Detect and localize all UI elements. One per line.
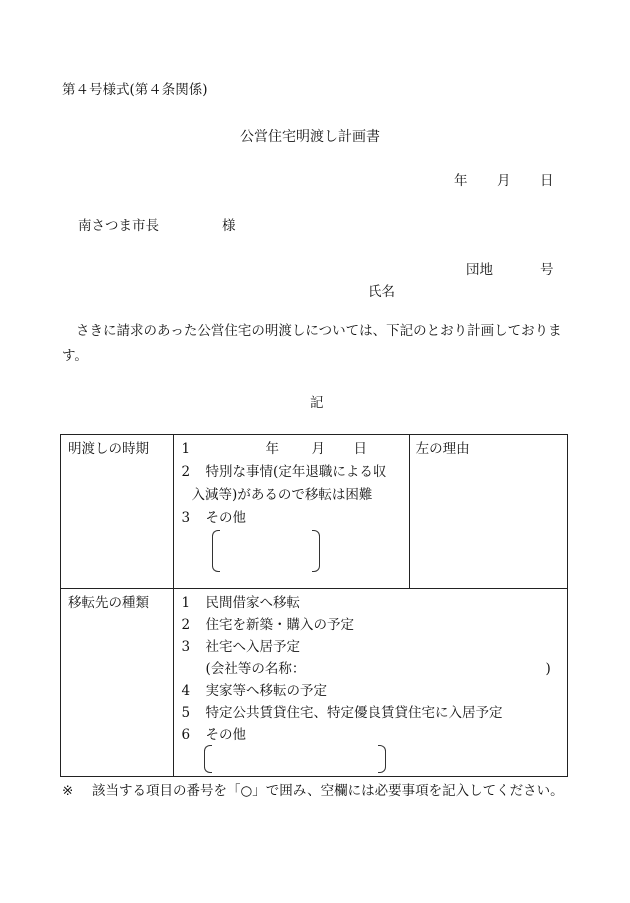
timing-options-cell: [173, 435, 409, 589]
note-text: 該当する項目の番号を「○」で囲み、空欄には必要事項を記入してください。: [92, 783, 564, 799]
destination-item-6-text: その他: [205, 727, 247, 743]
timing-opt1-num: 1: [181, 441, 191, 457]
addressee-name: 南さつま市長: [78, 218, 159, 234]
destination-item-1-text: 民間借家へ移転: [205, 595, 301, 611]
form-number: 第４号様式(第４条関係): [62, 82, 208, 98]
timing-opt3-text: その他: [205, 510, 247, 526]
timing-opt1-month: 月: [311, 441, 326, 457]
destination-item-3-text: 社宅へ入居予定: [205, 639, 301, 655]
addressee-honorific: 様: [222, 218, 236, 234]
company-name-close-paren: ): [545, 661, 551, 677]
ki-label: 記: [310, 395, 324, 411]
applicant-danchi-label: 団地: [466, 262, 493, 278]
destination-header-cell: [61, 589, 174, 777]
timing-other-bracket[interactable]: [212, 530, 320, 572]
note-mark: ※: [62, 783, 74, 799]
bracket-left: [204, 745, 212, 773]
destination-item-2-num: 2: [181, 617, 191, 633]
timing-header: 明渡しの時期: [68, 441, 149, 457]
destination-item-5-num: 5: [181, 705, 191, 721]
timing-opt2-line2: 入減等)があるので移転は困難: [191, 487, 373, 503]
timing-opt2-num: 2: [181, 464, 191, 480]
timing-opt1-year: 年: [265, 441, 280, 457]
destination-item-4-num: 4: [181, 683, 191, 699]
destination-item-1-num: 1: [181, 595, 191, 611]
reason-label: 左の理由: [415, 441, 470, 457]
table-row-timing: [61, 435, 568, 589]
document-title: 公営住宅明渡し計画書: [240, 129, 380, 145]
timing-opt2-line1: 特別な事情(定年退職による収: [205, 464, 387, 480]
date-day-label: 日: [540, 173, 554, 189]
table-row-destination: [61, 589, 568, 777]
applicant-go-label: 号: [540, 262, 554, 278]
destination-item-2-text: 住宅を新築・購入の予定: [205, 617, 355, 633]
reason-cell[interactable]: [409, 435, 567, 589]
plan-table: [60, 434, 568, 777]
bracket-right: [378, 745, 386, 773]
applicant-name-label: 氏名: [368, 284, 395, 300]
destination-header: 移転先の種類: [68, 595, 149, 611]
destination-item-5-text: 特定公共賃貸住宅、特定優良賃貸住宅に入居予定: [205, 705, 503, 721]
destination-other-bracket[interactable]: [204, 745, 386, 773]
destination-item-6-num: 6: [181, 727, 191, 743]
date-month-label: 月: [497, 173, 511, 189]
destination-item-3-num: 3: [181, 639, 191, 655]
timing-header-cell: [61, 435, 174, 589]
destination-item-4-text: 実家等へ移転の予定: [205, 683, 328, 699]
body-paragraph: さきに請求のあった公営住宅の明渡しについては、下記のとおり計画しております。: [62, 323, 562, 364]
timing-opt3-num: 3: [181, 510, 191, 526]
bracket-left: [212, 530, 220, 572]
company-name-label: (会社等の名称：: [205, 661, 306, 677]
timing-opt1-day: 日: [353, 441, 368, 457]
bracket-right: [312, 530, 320, 572]
destination-options-cell: [173, 589, 567, 777]
date-year-label: 年: [454, 173, 468, 189]
